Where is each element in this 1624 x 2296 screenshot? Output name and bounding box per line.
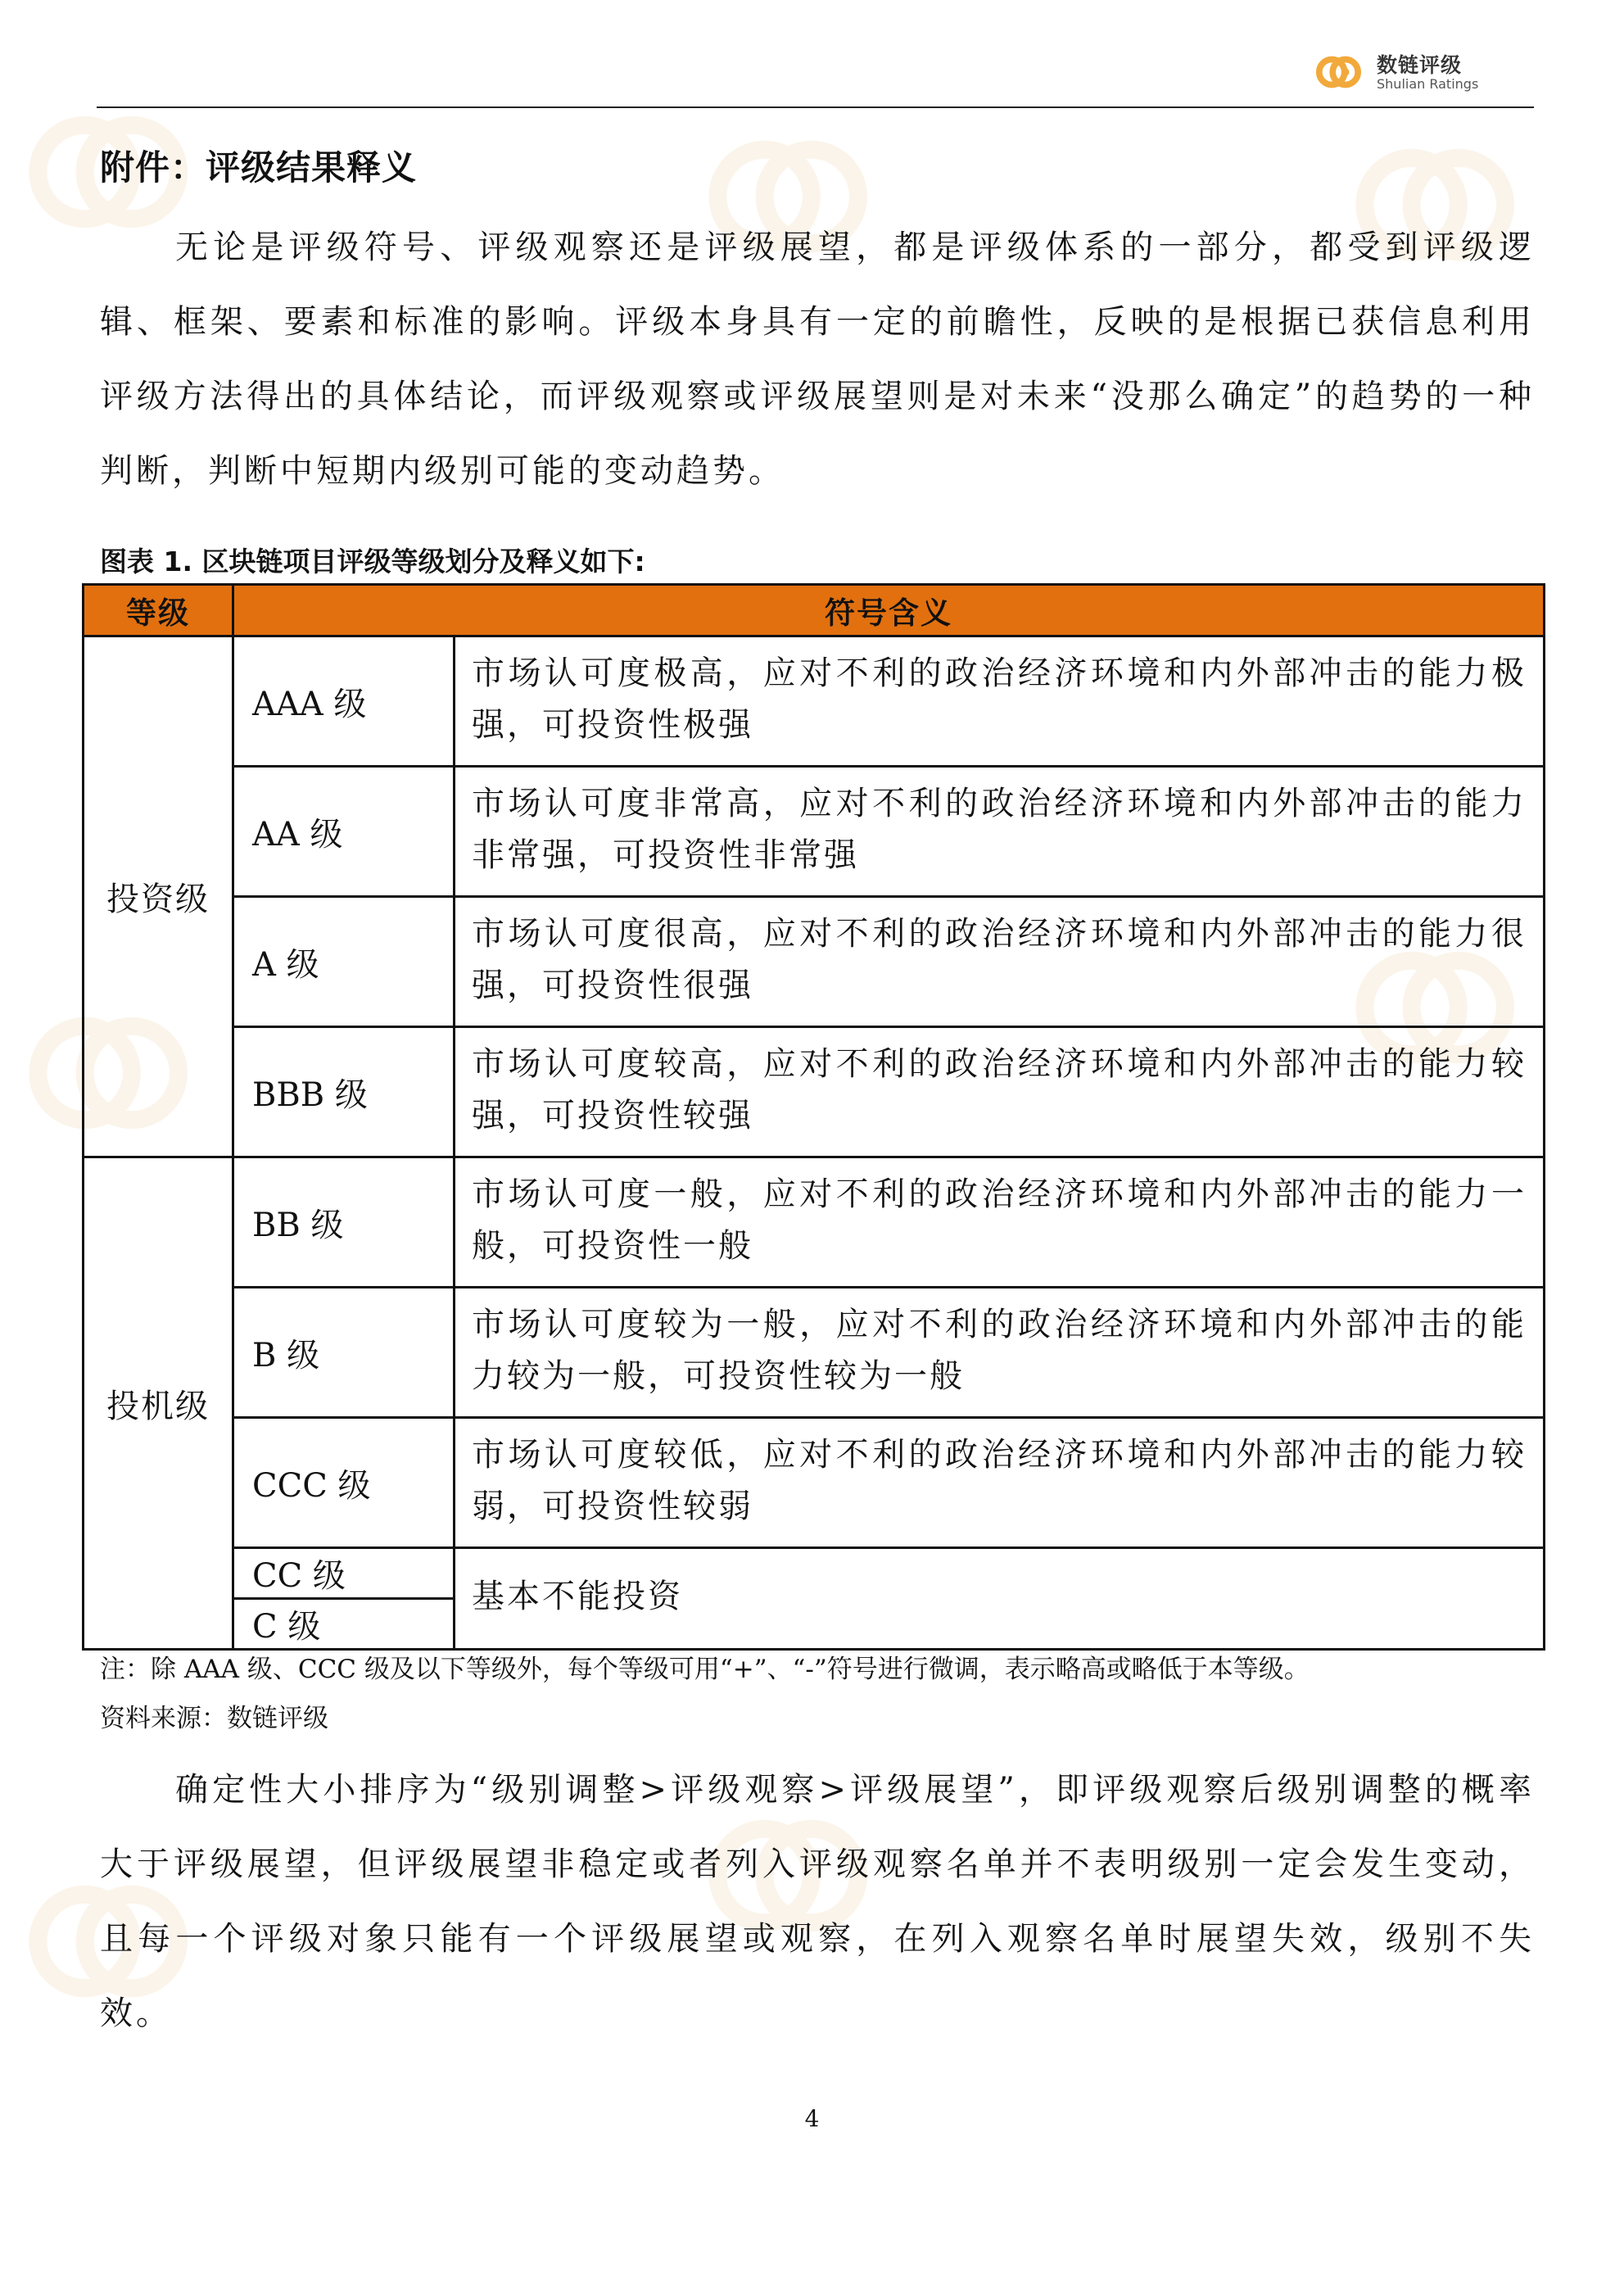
- grade-label: A 级: [233, 897, 455, 1027]
- grade-label: BB 级: [233, 1157, 455, 1288]
- table-row: [84, 1157, 1545, 1288]
- grade-description: 市场认可度很高，应对不利的政治经济环境和内外部冲击的能力很强，可投资性很强: [455, 897, 1545, 1027]
- category-investment: 投资级: [84, 636, 233, 1157]
- table-row: [84, 767, 1545, 897]
- grade-description: 市场认可度一般，应对不利的政治经济环境和内外部冲击的能力一般，可投资性一般: [455, 1157, 1545, 1288]
- grade-label: AAA 级: [233, 636, 455, 767]
- brand-name-cn: 数链评级: [1377, 53, 1463, 77]
- table-row: [84, 636, 1545, 767]
- header-grade: 等级: [84, 585, 233, 636]
- grade-description: 基本不能投资: [455, 1548, 1545, 1650]
- header-meaning: 符号含义: [233, 585, 1545, 636]
- grade-label: B 级: [233, 1288, 455, 1418]
- category-speculative: 投机级: [84, 1157, 233, 1650]
- grade-label: CC 级: [233, 1548, 455, 1599]
- table-row: [84, 1418, 1545, 1548]
- intro-paragraph: 无论是评级符号、评级观察还是评级展望，都是评级体系的一部分，都受到评级逻辑、框架、要素和标准的影响。评级本身具有一定的前瞻性，反映的是根据已获信息利用评级方法得出的具体结论，而评级观察或评级展望则是对未来“没那么确定”的趋势的一种判断，判断中短期内级别可能的变动趋势。: [100, 229, 1535, 490]
- table-row: [84, 1288, 1545, 1418]
- table-row: [84, 1027, 1545, 1157]
- page-number: 4: [804, 2105, 820, 2132]
- grade-label: CCC 级: [233, 1418, 455, 1548]
- grade-description: 市场认可度极高，应对不利的政治经济环境和内外部冲击的能力极强，可投资性极强: [455, 636, 1545, 767]
- table-row: [84, 1548, 1545, 1599]
- grade-label: C 级: [233, 1599, 455, 1650]
- grade-label: AA 级: [233, 767, 455, 897]
- table-row: [84, 897, 1545, 1027]
- table-note: 注：除 AAA 级、CCC 级及以下等级外，每个等级可用“+”、“-”符号进行微调，表示略高或略低于本等级。: [100, 1655, 1310, 1684]
- brand-logo-icon: [1314, 51, 1362, 93]
- table-header-row: [84, 585, 1545, 636]
- header-divider: [97, 106, 1534, 108]
- grade-label: BBB 级: [233, 1027, 455, 1157]
- section-title: 附件：评级结果释义: [100, 147, 418, 188]
- grade-description: 市场认可度非常高，应对不利的政治经济环境和内外部冲击的能力非常强，可投资性非常强: [455, 767, 1545, 897]
- rating-scale-table: [82, 583, 1545, 1651]
- grade-description: 市场认可度较低，应对不利的政治经济环境和内外部冲击的能力较弱，可投资性较弱: [455, 1418, 1545, 1548]
- figure-title: 图表 1. 区块链项目评级等级划分及释义如下:: [100, 546, 645, 577]
- grade-description: 市场认可度较为一般，应对不利的政治经济环境和内外部冲击的能力较为一般，可投资性较为一般: [455, 1288, 1545, 1418]
- certainty-paragraph: 确定性大小排序为“级别调整>评级观察>评级展望”，即评级观察后级别调整的概率大于评级展望，但评级展望非稳定或者列入评级观察名单并不表明级别一定会发生变动，且每一个评级对象只能有一个评级展望或观察，在列入观察名单时展望失效，级别不失效。: [100, 1771, 1535, 2032]
- data-source: 资料来源：数链评级: [100, 1704, 328, 1733]
- brand-name-en: Shulian Ratings: [1377, 76, 1479, 92]
- header-brand: [1314, 48, 1536, 97]
- grade-description: 市场认可度较高，应对不利的政治经济环境和内外部冲击的能力较强，可投资性较强: [455, 1027, 1545, 1157]
